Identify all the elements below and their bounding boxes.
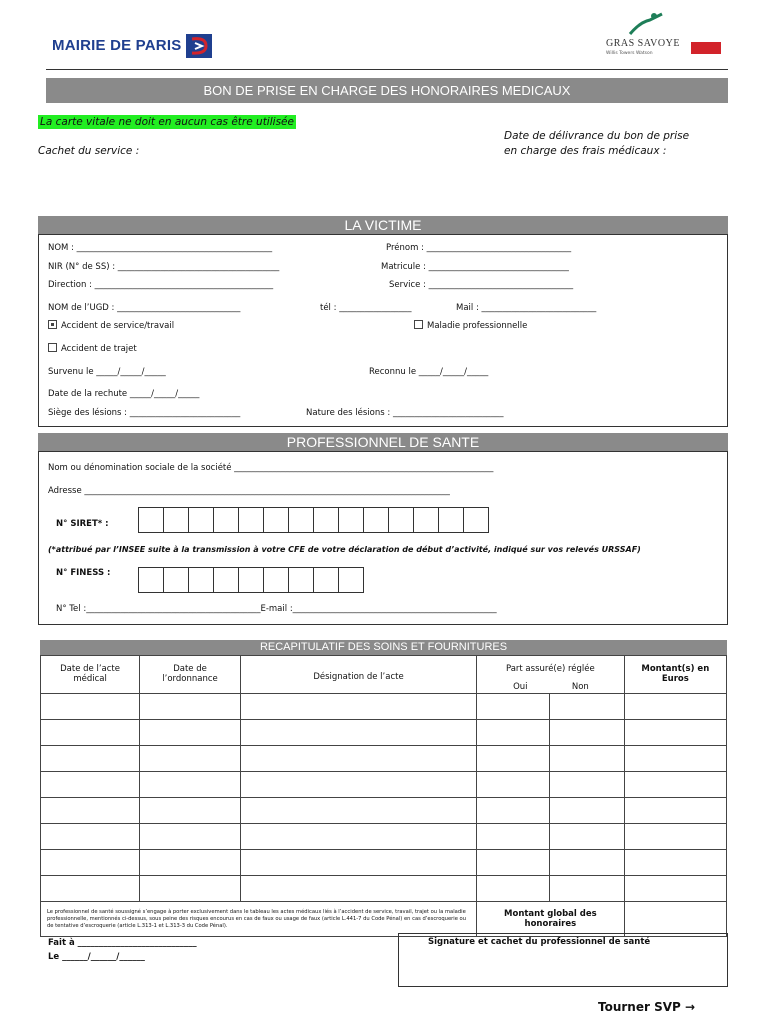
accident-trajet-option[interactable] [48,343,137,354]
gras-savoye-subtext: Willis Towers Watson [606,51,653,56]
siret-digit[interactable] [388,507,414,533]
finess-digit[interactable] [238,567,264,593]
date-delivrance-line2: en charge des frais médicaux : [504,145,667,157]
nom-field[interactable]: NOM : ______________________________________________ [48,243,273,253]
table-row[interactable] [41,694,727,720]
pro-heading: PROFESSIONNEL DE SANTE [38,433,728,451]
finess-digit[interactable] [213,567,239,593]
siret-digit[interactable] [438,507,464,533]
paris-emblem-icon [186,34,212,58]
matricule-field[interactable]: Matricule : _________________________________ [381,262,569,272]
siret-digit[interactable] [138,507,164,533]
header-rule [46,69,728,70]
rechute-field[interactable]: Date de la rechute _____/_____/_____ [48,389,200,399]
finess-digit[interactable] [263,567,289,593]
reconnu-field[interactable]: Reconnu le _____/_____/_____ [369,367,489,377]
finess-digit-boxes[interactable] [139,567,364,593]
siret-digit[interactable] [313,507,339,533]
le-date-field[interactable]: Le ______/______/______ [48,952,145,962]
table-row[interactable] [41,798,727,824]
finess-digit[interactable] [188,567,214,593]
table-row[interactable] [41,850,727,876]
accident-service-checkbox[interactable] [48,320,57,329]
accident-trajet-label: Accident de trajet [61,344,137,354]
siret-digit[interactable] [188,507,214,533]
header-part-assure: Part assuré(e) réglée Oui Non [477,656,625,694]
legal-notice: Le professionnel de santé soussigné s’engage à porter exclusivement dans le tableau les actes médicaux liés à l’accident de service, travail, trajet ou la maladie professionnelle, mentionnés ci-dessus, sous peine des risques encourus en cas de faux ou usage de faux (article L.441-7 du Code Pénal) en cas d’escroquerie ou de tentative d’escroquerie (article L.313-1 et L.313-3 du Code Pénal). [47,908,467,929]
oui-label: Oui [513,682,528,692]
finess-digit[interactable] [313,567,339,593]
header-designation: Désignation de l’acte [240,656,476,694]
carte-vitale-warning: La carte vitale ne doit en aucun cas être utilisée [40,116,294,128]
table-row[interactable] [41,720,727,746]
victime-heading: LA VICTIME [38,216,728,234]
gras-savoye-text: GRAS SAVOYE [606,38,680,49]
table-row[interactable] [41,824,727,850]
finess-digit[interactable] [338,567,364,593]
finess-digit[interactable] [163,567,189,593]
survenu-field[interactable]: Survenu le _____/_____/_____ [48,367,166,377]
mairie-logo-text: MAIRIE DE PARIS [52,37,182,54]
table-row[interactable] [41,746,727,772]
siege-lesions-field[interactable]: Siège des lésions : __________________________ [48,408,241,418]
montant-global-value[interactable] [624,902,726,937]
page-title: BON DE PRISE EN CHARGE DES HONORAIRES MEDICAUX [46,78,728,103]
finess-digit[interactable] [138,567,164,593]
cachet-label: Cachet du service : [38,145,140,157]
maladie-pro-label: Maladie professionnelle [427,321,528,331]
header-date-ordonnance: Date de l’ordonnance [140,656,241,694]
pro-tel-email-field[interactable]: N° Tel :_________________________________________E-mail :________________________________________________ [56,604,497,614]
siret-note: (*attribué par l’INSEE suite à la transmission à votre CFE de votre déclaration de début d’activité, indiqué sur vos relevés URSSAF) [48,545,641,554]
finess-label: N° FINESS : [56,568,111,578]
legal-notice-cell [41,902,477,937]
pro-section [38,451,728,625]
recap-heading: RECAPITULATIF DES SOINS ET FOURNITURES [40,640,727,655]
siret-digit[interactable] [288,507,314,533]
siret-digit[interactable] [238,507,264,533]
recap-table [40,655,727,937]
siret-digit[interactable] [463,507,489,533]
maladie-pro-option[interactable] [414,320,527,331]
siret-digit-boxes[interactable] [139,507,489,533]
signature-label: Signature et cachet du professionnel de santé [428,937,651,947]
date-delivrance-line1: Date de délivrance du bon de prise [504,130,690,142]
nir-field[interactable]: NIR (N° de SS) : ______________________________________ [48,262,280,272]
service-field[interactable]: Service : __________________________________ [389,280,574,290]
gras-savoye-figure-icon [628,12,668,36]
tourner-svp: Tourner SVP → [598,1000,696,1014]
direction-field[interactable]: Direction : __________________________________________ [48,280,274,290]
non-label: Non [571,682,589,692]
finess-digit[interactable] [288,567,314,593]
siret-label: N° SIRET* : [56,519,109,529]
accident-service-label: Accident de service/travail [61,321,175,331]
header-date-acte: Date de l’acte médical [41,656,140,694]
montant-global-label: Montant global des honoraires [504,909,597,929]
maladie-pro-checkbox[interactable] [414,320,423,329]
tel-field[interactable]: tél : _________________ [320,303,412,313]
siret-digit[interactable] [363,507,389,533]
siret-digit[interactable] [213,507,239,533]
siret-digit[interactable] [413,507,439,533]
accident-service-option[interactable] [48,320,174,331]
gras-savoye-logo [598,12,728,60]
nom-societe-field[interactable]: Nom ou dénomination sociale de la société _____________________________________________________________ [48,463,494,473]
prenom-field[interactable]: Prénom : __________________________________ [386,243,572,253]
header-montant: Montant(s) en Euros [624,656,726,694]
montant-global-cell [477,902,625,937]
accident-trajet-checkbox[interactable] [48,343,57,352]
fait-a-field[interactable]: Fait à ____________________________ [48,938,197,948]
nature-lesions-field[interactable]: Nature des lésions : __________________________ [306,408,504,418]
siret-digit[interactable] [263,507,289,533]
siret-digit[interactable] [338,507,364,533]
table-row[interactable] [41,876,727,902]
siret-digit[interactable] [163,507,189,533]
mail-field[interactable]: Mail : ___________________________ [456,303,597,313]
adresse-field[interactable]: Adresse ______________________________________________________________________________________ [48,486,450,496]
mairie-de-paris-logo [46,34,214,58]
table-row[interactable] [41,772,727,798]
partner-badge [691,42,721,54]
nom-ugd-field[interactable]: NOM de l’UGD : _____________________________ [48,303,241,313]
